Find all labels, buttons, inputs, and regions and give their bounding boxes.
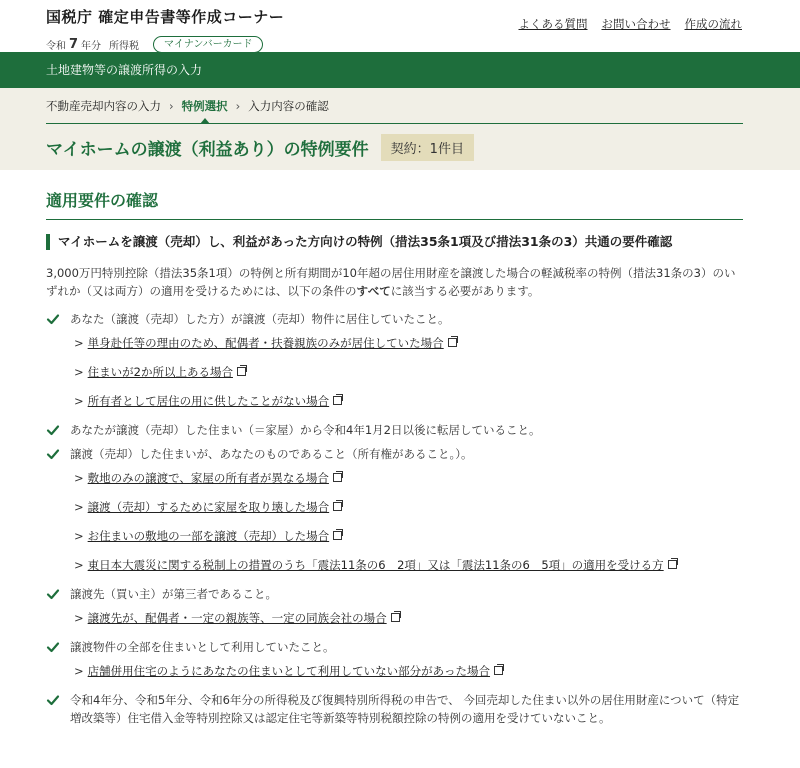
detail-link[interactable]: 住まいが2か所以上ある場合 <box>87 364 233 379</box>
requirement-row <box>46 310 743 328</box>
sublink-item <box>74 550 743 579</box>
intro-text-before: 3,000万円特別控除（措法35条1項）の特例と所有期間が10年超の居住用財産を譲渡した場合の軽減税率の特例（措法31条の3）のいずれか（又は両方）の適用を受けるためには、以下の条件の <box>46 266 736 298</box>
breadcrumb-separator-icon: › <box>169 98 174 113</box>
contact-link[interactable]: お問い合わせ <box>601 17 671 31</box>
check-icon <box>46 423 60 437</box>
breadcrumb-step-2-current: 特例選択 <box>181 98 228 113</box>
detail-link[interactable]: 譲渡先が、配偶者・一定の親族等、一定の同族会社の場合 <box>87 610 387 625</box>
requirement-text: あなたが譲渡（売却）した住まい（＝家屋）から令和4年1月2日以後に転居していること。 <box>70 423 541 437</box>
sublink-item <box>74 492 743 521</box>
detail-link[interactable]: お住まいの敷地の一部を譲渡（売却）した場合 <box>87 528 330 543</box>
requirements-list <box>46 310 743 727</box>
requirement-text: 譲渡物件の全部を住まいとして利用していたこと。 <box>70 640 335 654</box>
requirement-text: 譲渡（売却）した住まいが、あなたのものであること（所有権があること。）。 <box>70 447 473 461</box>
detail-link[interactable]: 譲渡（売却）するために家屋を取り壊した場合 <box>87 499 330 514</box>
requirement-row <box>46 585 743 603</box>
requirement-item <box>46 421 743 439</box>
requirement-row <box>46 638 743 656</box>
chevron-right-icon: > <box>74 499 84 514</box>
requirement-text: 令和4年分、令和5年分、令和6年分の所得税及び復興特別所得税の申告で、 今回売却した住まい以外の居住用財産について（特定増改築等）住宅借入金等特別控除又は認定住宅等新築等特別税額控除の特例の適用を受けていないこと。 <box>70 693 740 725</box>
chevron-right-icon: > <box>74 663 84 678</box>
external-link-icon[interactable] <box>333 502 342 511</box>
sublink-item <box>74 521 743 550</box>
check-icon <box>46 693 60 707</box>
intro-text-after: に該当する必要があります。 <box>390 284 540 298</box>
era-label: 令和 <box>46 41 66 52</box>
sublink-item <box>74 656 743 685</box>
external-link-icon[interactable] <box>448 338 457 347</box>
requirement-item <box>46 691 743 727</box>
breadcrumb-separator-icon: › <box>235 98 241 113</box>
requirement-sublinks <box>46 328 743 415</box>
sublink-item <box>74 357 743 386</box>
flow-link[interactable]: 作成の流れ <box>684 17 742 31</box>
requirement-row <box>46 421 743 439</box>
breadcrumb-step-3: 入力内容の確認 <box>248 98 329 113</box>
detail-link[interactable]: 敷地のみの譲渡で、家屋の所有者が異なる場合 <box>87 470 329 485</box>
requirement-row <box>46 445 743 463</box>
sublink-item <box>74 386 743 415</box>
page-header-area <box>0 88 800 170</box>
sublink-item <box>74 603 743 632</box>
external-link-icon[interactable] <box>333 531 342 540</box>
external-link-icon[interactable] <box>333 473 342 482</box>
detail-link[interactable]: 東日本大震災に関する税制上の措置のうち「震法11条の6 2項」又は「震法11条の6 5項」の適用を受ける方 <box>87 557 664 572</box>
requirement-sublinks <box>46 603 743 632</box>
chevron-right-icon: > <box>74 393 84 408</box>
intro-text <box>46 264 743 300</box>
faq-link[interactable]: よくある質問 <box>518 17 588 31</box>
check-icon <box>46 587 60 601</box>
requirement-text: 譲渡先（買い主）が第三者であること。 <box>70 587 277 601</box>
chevron-right-icon: > <box>74 364 84 379</box>
section-bar <box>0 52 800 88</box>
page-heading <box>46 124 743 170</box>
requirement-sublinks <box>46 463 743 579</box>
check-icon <box>46 640 60 654</box>
requirement-text: あなた（譲渡（売却）した方）が譲渡（売却）物件に居住していたこと。 <box>70 312 450 326</box>
requirement-item <box>46 585 743 632</box>
filing-info <box>46 36 754 53</box>
chevron-right-icon: > <box>74 557 84 572</box>
chevron-right-icon: > <box>74 528 84 543</box>
intro-text-bold: すべて <box>356 284 391 298</box>
subsection-title: マイホームを譲渡（売却）し、利益があった方向けの特例（措法35条1項及び措法31条の3）共通の要件確認 <box>46 234 743 250</box>
check-icon <box>46 447 60 461</box>
requirement-item <box>46 310 743 415</box>
external-link-icon[interactable] <box>668 560 677 569</box>
header-links <box>519 16 743 32</box>
section-title: 適用要件の確認 <box>46 188 743 220</box>
breadcrumb-step-1: 不動産売却内容の入力 <box>46 98 161 113</box>
contract-badge: 契約：1件目 <box>381 134 474 161</box>
year-number: 7 <box>69 37 79 52</box>
site-header <box>0 0 800 52</box>
requirement-item <box>46 445 743 579</box>
external-link-icon[interactable] <box>333 396 342 405</box>
external-link-icon[interactable] <box>494 666 503 675</box>
section-bar-title: 土地建物等の譲渡所得の入力 <box>46 63 203 77</box>
requirement-item <box>46 638 743 685</box>
breadcrumb <box>46 88 743 124</box>
site-title[interactable]: 国税庁 確定申告書等作成コーナー <box>46 8 285 26</box>
detail-link[interactable]: 店舗併用住宅のようにあなたの住まいとして利用していない部分があった場合 <box>87 663 491 678</box>
mynumber-card-badge: マイナンバーカード <box>153 36 263 53</box>
check-icon <box>46 312 60 326</box>
requirement-sublinks <box>46 656 743 685</box>
year-suffix: 年分 <box>81 41 102 52</box>
requirement-row <box>46 691 743 727</box>
page-title: マイホームの譲渡（利益あり）の特例要件 <box>46 139 369 160</box>
chevron-right-icon: > <box>74 610 84 625</box>
external-link-icon[interactable] <box>237 367 246 376</box>
external-link-icon[interactable] <box>391 613 400 622</box>
sublink-item <box>74 328 743 357</box>
tax-type: 所得税 <box>109 41 140 52</box>
detail-link[interactable]: 所有者として居住の用に供したことがない場合 <box>87 393 330 408</box>
detail-link[interactable]: 単身赴任等の理由のため、配偶者・扶養親族のみが居住していた場合 <box>87 335 444 350</box>
sublink-item <box>74 463 743 492</box>
chevron-right-icon: > <box>74 335 84 350</box>
main-content <box>0 188 800 727</box>
chevron-right-icon: > <box>74 470 84 485</box>
